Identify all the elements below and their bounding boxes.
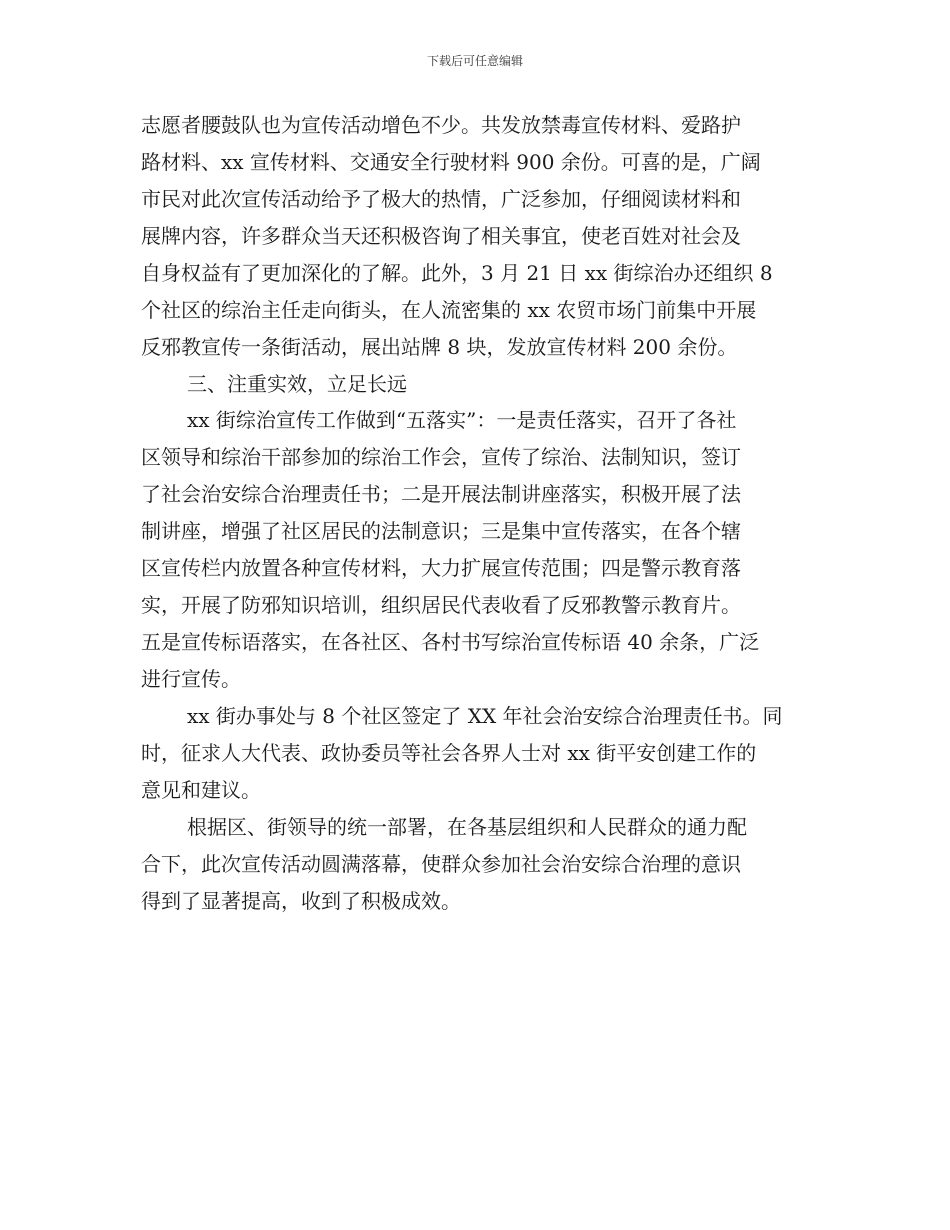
text-line: 得到了显著提高，收到了积极成效。 (141, 889, 461, 913)
text-line: 个社区的综治主任走向街头，在人流密集的 xx 农贸市场门前集中开展 (141, 298, 757, 322)
text-line: xx 街综治宣传工作做到“五落实”：一是责任落实，召开了各社 (187, 408, 737, 432)
paragraph-4 (141, 809, 803, 920)
text-line: 制讲座，增强了社区居民的法制意识；三是集中宣传落实，在各个辖 (141, 519, 741, 543)
text-line: 根据区、街领导的统一部署，在各基层组织和人民群众的通力配 (187, 815, 747, 839)
text-line: 意见和建议。 (141, 778, 261, 802)
heading-text: 三、注重实效，立足长远 (187, 372, 407, 396)
text-line: 区宣传栏内放置各种宣传材料，大力扩展宣传范围；四是警示教育落 (141, 556, 741, 580)
text-line: 志愿者腰鼓队也为宣传活动增色不少。共发放禁毒宣传材料、爱路护 (141, 113, 741, 137)
text-line: 进行宣传。 (141, 667, 241, 691)
text-line: 反邪教宣传一条街活动，展出站牌 8 块，发放宣传材料 200 余份。 (141, 335, 738, 359)
text-line: 市民对此次宣传活动给予了极大的热情，广泛参加，仔细阅读材料和 (141, 187, 741, 211)
text-line: 合下，此次宣传活动圆满落幕，使群众参加社会治安综合治理的意识 (141, 852, 741, 876)
text-line: 路材料、xx 宣传材料、交通安全行驶材料 900 余份。可喜的是，广阔 (141, 150, 761, 174)
text-line: 区领导和综治干部参加的综治工作会，宣传了综治、法制知识，签订 (141, 445, 741, 469)
text-line: xx 街办事处与 8 个社区签定了 XX 年社会治安综合治理责任书。同 (187, 704, 783, 728)
text-line: 五是宣传标语落实，在各社区、各村书写综治宣传标语 40 余条，广泛 (141, 630, 760, 654)
section-heading (141, 366, 803, 402)
text-line: 了社会治安综合治理责任书；二是开展法制讲座落实，积极开展了法 (141, 482, 741, 506)
text-line: 实，开展了防邪知识培训，组织居民代表收看了反邪教警示教育片。 (141, 593, 741, 617)
text-line: 自身权益有了更加深化的了解。此外，3 月 21 日 xx 街综治办还组织 8 (141, 261, 773, 285)
text-line: 展牌内容，许多群众当天还积极咨询了相关事宜，使老百姓对社会及 (141, 224, 741, 248)
page-header: 下载后可任意编辑 (426, 54, 523, 68)
paragraph-3 (141, 698, 803, 809)
paragraph-2 (141, 402, 803, 698)
body-text (141, 107, 803, 920)
paragraph-1 (141, 107, 803, 366)
text-line: 时，征求人大代表、政协委员等社会各界人士对 xx 街平安创建工作的 (141, 741, 757, 765)
